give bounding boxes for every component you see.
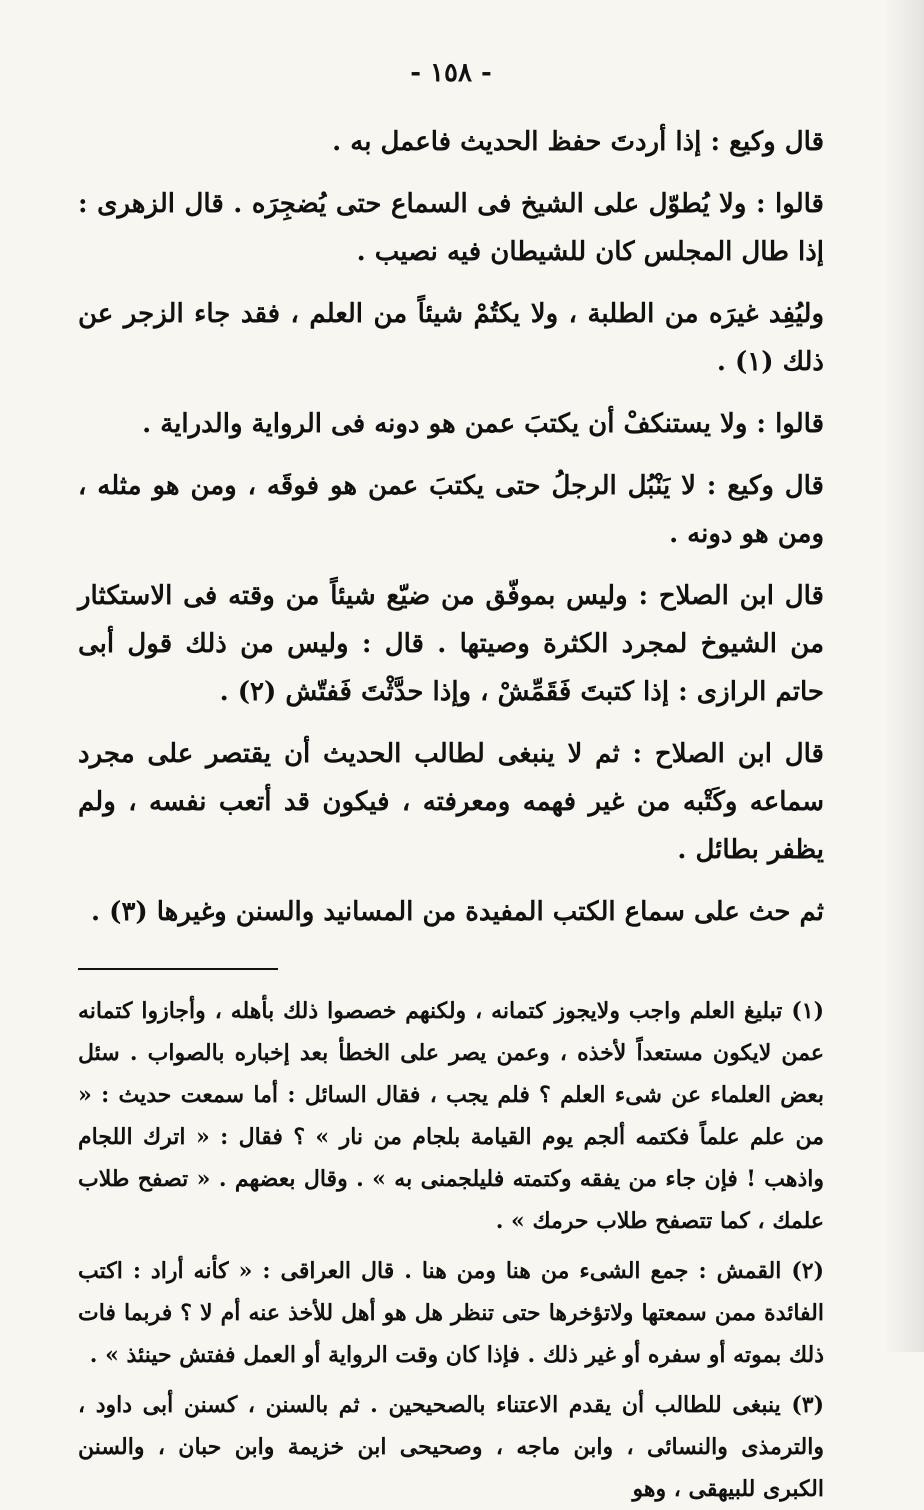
paragraph-not-disdain: قالوا : ولا يستنكفْ أن يكتبَ عمن هو دونه فى الرواية والدراية .	[142, 409, 824, 439]
scan-shadow-edge	[884, 0, 924, 1352]
paragraph-zuhri-majlis: قالوا : ولا يُطوّل على الشيخ فى السماع حتى يُضجِرَه . قال الزهرى : إذا طال المجلس كان للشيطان فيه نصيب .	[78, 189, 824, 267]
footnote-divider	[78, 968, 278, 970]
footnote-3: (٣) ينبغى للطالب أن يقدم الاعتناء بالصحيحين . ثم بالسنن ، كسنن أبى داود ، والترمذى والنسائى ، وابن ماجه ، وصحيحى ابن خزيمة وابن حبان ، والسنن الكبرى للبيهقى ، وهو	[78, 1392, 824, 1502]
paragraph-benefit-others: وليُفِد غيرَه من الطلبة ، ولا يكتُمْ شيئاً من العلم ، فقد جاء الزجر عن ذلك (١) .	[78, 299, 824, 377]
paragraph-waki-write: قال وكيع : لا يَنْبُل الرجلُ حتى يكتبَ عمن هو فوقَه ، ومن هو مثله ، ومن هو دونه .	[78, 471, 824, 549]
page-number: - ١٥٨ -	[410, 58, 492, 88]
paragraph-ibn-salah-shuyukh: قال ابن الصلاح : وليس بموفّق من ضيّع شيئاً من وقته فى الاستكثار من الشيوخ لمجرد الكثرة وصيتها . قال : وليس من ذلك قول أبى حاتم الرازى : إذا كتبتَ فَقَمِّشْ ، وإذا حدَّثْتَ فَفتّش (٢) .	[78, 581, 824, 707]
paragraph-books-hearing: ثم حث على سماع الكتب المفيدة من المسانيد والسنن وغيرها (٣) .	[91, 897, 824, 927]
paragraph-ibn-salah-understanding: قال ابن الصلاح : ثم لا ينبغى لطالب الحديث أن يقتصر على مجرد سماعه وكَتْبه من غير فهمه ومعرفته ، فيكون قد أتعب نفسه ، ولم يظفر بطائل .	[78, 739, 824, 865]
footnote-divider-wrap	[78, 950, 824, 990]
footnote-1: (١) تبليغ العلم واجب ولايجوز كتمانه ، ولكنهم خصصوا ذلك بأهله ، وأجازوا كتمانه عمن لايكون مستعداً لأخذه ، وعمن يصر على الخطأ بعد إخباره بالصواب . سئل بعض العلماء عن شىء العلم ؟ فلم يجب ، فقال السائل : أما سمعت حديث : « من علم علماً فكتمه ألجم يوم القيامة بلجام من نار » ؟ فقال : « اترك اللجام واذهب ! فإن جاء من يفقه وكتمته فليلجمنى به » . وقال بعضهم . « تصفح طلاب علمك ، كما تتصفح طلاب حرمك » .	[78, 998, 824, 1234]
footnote-2: (٢) القمش : جمع الشىء من هنا ومن هنا . قال العراقى : « كأنه أراد : اكتب الفائدة ممن سمعتها ولاتؤخرها حتى تنظر هل هو أهل للأخذ عنه أم لا ؟ فربما فات ذلك بموته أو سفره أو غير ذلك . فإذا كان وقت الرواية أو العمل ففتش حينئذ » .	[78, 1258, 824, 1368]
paragraph-waki-memorize: قال وكيع : إذا أردتَ حفظ الحديث فاعمل به .	[332, 127, 824, 157]
